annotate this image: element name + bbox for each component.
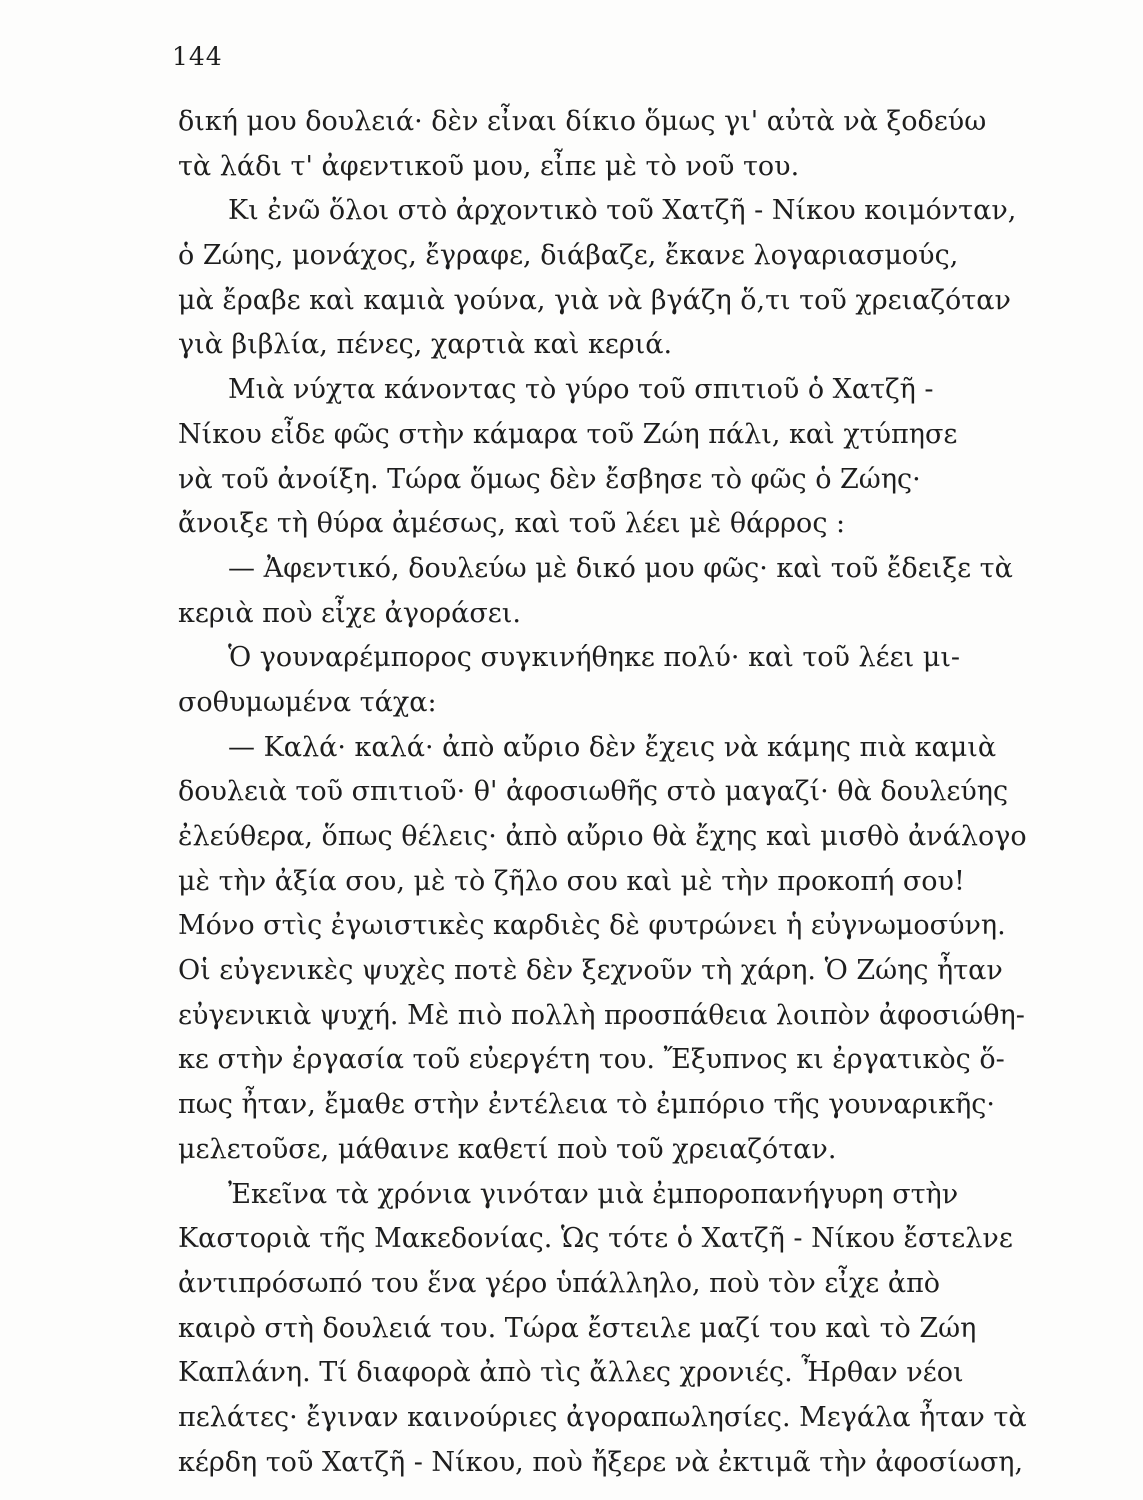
text-line: εὐγενικιὰ ψυχή. Μὲ πιὸ πολλὴ προσπάθεια λοιπὸν ἀφοσιώθη- bbox=[178, 999, 1025, 1031]
body-text bbox=[178, 100, 1034, 1485]
text-line: σοθυμωμένα τάχα: bbox=[178, 686, 437, 718]
text-line: τὰ λάδι τ' ἀφεντικοῦ μου, εἶπε μὲ τὸ νοῦ του. bbox=[178, 150, 800, 182]
text-line: κε στὴν ἐργασία τοῦ εὐεργέτη του. Ἔξυπνος κι ἐργατικὸς ὅ- bbox=[178, 1044, 1005, 1076]
text-line: πελάτες· ἔγιναν καινούριες ἀγοραπωλησίες. Μεγάλα ἦταν τὰ bbox=[178, 1401, 1027, 1433]
text-line: κέρδη τοῦ Χατζῆ - Νίκου, ποὺ ἤξερε νὰ ἐκτιμᾶ τὴν ἀφοσίωση, bbox=[178, 1446, 1024, 1478]
text-line: Καπλάνη. Τί διαφορὰ ἀπὸ τὶς ἄλλες χρονιές. Ἦρθαν νέοι bbox=[178, 1357, 964, 1389]
text-line: δουλειὰ τοῦ σπιτιοῦ· θ' ἀφοσιωθῆς στὸ μαγαζί· θὰ δουλεύης bbox=[178, 776, 1009, 808]
text-line: — Καλά· καλά· ἀπὸ αὔριο δὲν ἔχεις νὰ κάμης πιὰ καμιὰ bbox=[228, 731, 997, 763]
text-line: μὲ τὴν ἀξία σου, μὲ τὸ ζῆλο σου καὶ μὲ τὴν προκοπή σου! bbox=[178, 865, 965, 897]
text-line: Ἐκεῖνα τὰ χρόνια γινόταν μιὰ ἐμποροπανήγυρη στὴν bbox=[228, 1178, 959, 1210]
text-line: νὰ τοῦ ἀνοίξη. Τώρα ὅμως δὲν ἔσβησε τὸ φῶς ὁ Ζώης· bbox=[178, 463, 921, 495]
text-line: Καστοριὰ τῆς Μακεδονίας. Ὡς τότε ὁ Χατζῆ - Νίκου ἔστελνε bbox=[178, 1223, 1013, 1255]
text-line: — Ἀφεντικό, δουλεύω μὲ δικό μου φῶς· καὶ τοῦ ἔδειξε τὰ bbox=[228, 552, 1013, 584]
text-line: πως ἦταν, ἔμαθε στὴν ἐντέλεια τὸ ἐμπόριο τῆς γουναρικῆς· bbox=[178, 1089, 995, 1121]
text-line: Μόνο στὶς ἐγωιστικὲς καρδιὲς δὲ φυτρώνει ἡ εὐγνωμοσύνη. bbox=[178, 910, 1006, 942]
text-line: κεριὰ ποὺ εἶχε ἀγοράσει. bbox=[178, 597, 521, 629]
text-line: ὁ Ζώης, μονάχος, ἔγραφε, διάβαζε, ἔκανε λογαριασμούς, bbox=[178, 240, 959, 272]
text-line: Οἱ εὐγενικὲς ψυχὲς ποτὲ δὲν ξεχνοῦν τὴ χάρη. Ὁ Ζώης ἦταν bbox=[178, 955, 1003, 987]
text-line: Κι ἐνῶ ὅλοι στὸ ἀρχοντικὸ τοῦ Χατζῆ - Νίκου κοιμόνταν, bbox=[228, 195, 1017, 227]
text-line: γιὰ βιβλία, πένες, χαρτιὰ καὶ κεριά. bbox=[178, 329, 673, 361]
text-line: δική μου δουλειά· δὲν εἶναι δίκιο ὅμως γι' αὐτὰ νὰ ξοδεύω bbox=[178, 106, 987, 137]
text-line: ἀντιπρόσωπό του ἕνα γέρο ὑπάλληλο, ποὺ τὸν εἶχε ἀπὸ bbox=[178, 1267, 941, 1299]
page-number: 144 bbox=[172, 42, 223, 71]
text-line: ἐλεύθερα, ὅπως θέλεις· ἀπὸ αὔριο θὰ ἔχης καὶ μισθὸ ἀνάλογο bbox=[178, 821, 1027, 852]
text-line: Μιὰ νύχτα κάνοντας τὸ γύρο τοῦ σπιτιοῦ ὁ Χατζῆ - bbox=[228, 374, 934, 406]
text-line: Νίκου εἶδε φῶς στὴν κάμαρα τοῦ Ζώη πάλι, καὶ χτύπησε bbox=[178, 418, 958, 450]
text-line: Ὁ γουναρέμπορος συγκινήθηκε πολύ· καὶ τοῦ λέει μι- bbox=[228, 642, 961, 674]
text-line: καιρὸ στὴ δουλειά του. Τώρα ἔστειλε μαζί του καὶ τὸ Ζώη bbox=[178, 1312, 977, 1344]
text-line: ἄνοιξε τὴ θύρα ἀμέσως, καὶ τοῦ λέει μὲ θάρρος : bbox=[178, 508, 846, 540]
text-line: μὰ ἔραβε καὶ καμιὰ γούνα, γιὰ νὰ βγάζη ὅ,τι τοῦ χρειαζόταν bbox=[178, 284, 1011, 316]
text-line: μελετοῦσε, μάθαινε καθετί ποὺ τοῦ χρειαζόταν. bbox=[178, 1133, 837, 1165]
